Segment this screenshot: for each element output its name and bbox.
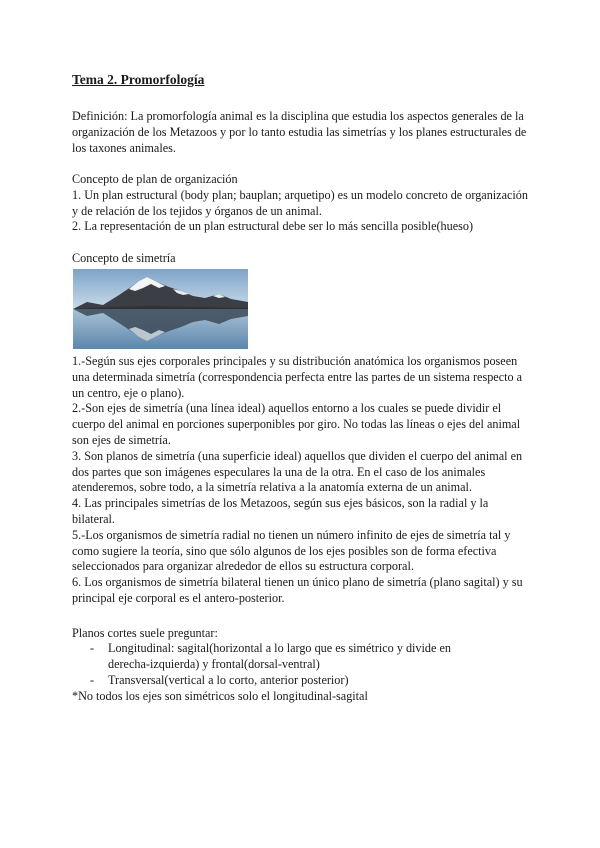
list-item (72, 641, 530, 673)
symmetry-paragraph (72, 354, 530, 607)
definition-line: los taxones animales. (72, 140, 176, 155)
definition-line: organización de los Metazoos y por lo tanto estudia las simetrías y los planes estructurales de (72, 124, 527, 139)
symmetry-line: seleccionados para organizar alrededor de ellos su estructura corporal. (72, 559, 414, 574)
symmetry-line: un centro, eje o plano). (72, 385, 185, 400)
symmetry-line: bilateral. (72, 511, 115, 526)
symmetry-line: 1.-Según sus ejes corporales principales y su distribución anatómica los organismos poseen (72, 354, 518, 368)
symmetry-line: 6. Los organismos de simetría bilateral tienen un único plano de simetría (plano sagital) y su (72, 575, 523, 590)
note-line: *No todos los ejes son simétricos solo el longitudinal-sagital (72, 689, 368, 703)
list-item-line: - Longitudinal: sagital(horizontal a lo largo que es simétrico y divide en (108, 641, 451, 655)
symmetry-line: 5.-Los organismos de simetría radial no tienen un número infinito de ejes de simetría tal y (72, 527, 511, 542)
list-item-line: - Transversal(vertical a lo corto, anterior posterior) (108, 672, 349, 687)
list-item (72, 673, 530, 689)
definition-line: Definición: La promorfología animal es la disciplina que estudia los aspectos generales de la (72, 109, 524, 123)
section-heading: Planos cortes suele preguntar: (72, 626, 218, 640)
plan-line: 2. La representación de un plan estructural debe ser lo más sencilla posible(hueso) (72, 219, 474, 234)
symmetry-line: cuerpo del animal en porciones superponibles por giro. No todas las líneas o ejes del animal (72, 417, 521, 432)
list-item-line: derecha-izquierda) y frontal(dorsal-ventral) (108, 656, 320, 671)
section-heading: Concepto de plan de organización (72, 172, 238, 186)
symmetry-heading (72, 251, 530, 267)
symmetry-line: atenderemos, sobre todo, a la simetría relativa a la anatomía externa de un animal. (72, 480, 472, 495)
symmetry-line: 4. Las principales simetrías de los Metazoos, según sus ejes básicos, son la radial y la (72, 496, 489, 511)
symmetry-line: 3. Son planos de simetría (una superficie ideal) aquellos que dividen el cuerpo del animal en (72, 448, 523, 463)
symmetry-line: 2.-Son ejes de simetría (una línea ideal) aquellos entorno a los cuales se puede dividir el (72, 401, 502, 416)
mountain-reflection-photo (73, 269, 248, 349)
planes-list (72, 641, 530, 688)
plan-line: 1. Un plan estructural (body plan; bauplan; arquetipo) es un modelo concreto de organización (72, 187, 528, 202)
symmetry-line: como sugiere la teoría, sino que sólo algunos de los ejes posibles son de forma efectiva (72, 543, 497, 558)
symmetry-line: dos partes que son imágenes especulares la una de la otra. En el caso de los animales (72, 464, 486, 479)
symmetry-line: una determinada simetría (correspondencia perfecta entre las partes de un sistema respecto a (72, 369, 523, 384)
symmetry-line: son ejes de simetría. (72, 432, 171, 447)
symmetry-line: principal eje corporal es el antero-posterior. (72, 590, 285, 605)
plan-section (72, 172, 530, 235)
planes-note (72, 689, 530, 705)
mountain-photo-graphic (73, 269, 248, 349)
plan-line: y de relación de los tejidos y órganos de un animal. (72, 203, 322, 218)
planes-heading (72, 626, 530, 642)
section-heading: Concepto de simetría (72, 251, 176, 265)
definition-paragraph (72, 109, 530, 156)
page-title: Tema 2. Promorfología (72, 72, 205, 87)
